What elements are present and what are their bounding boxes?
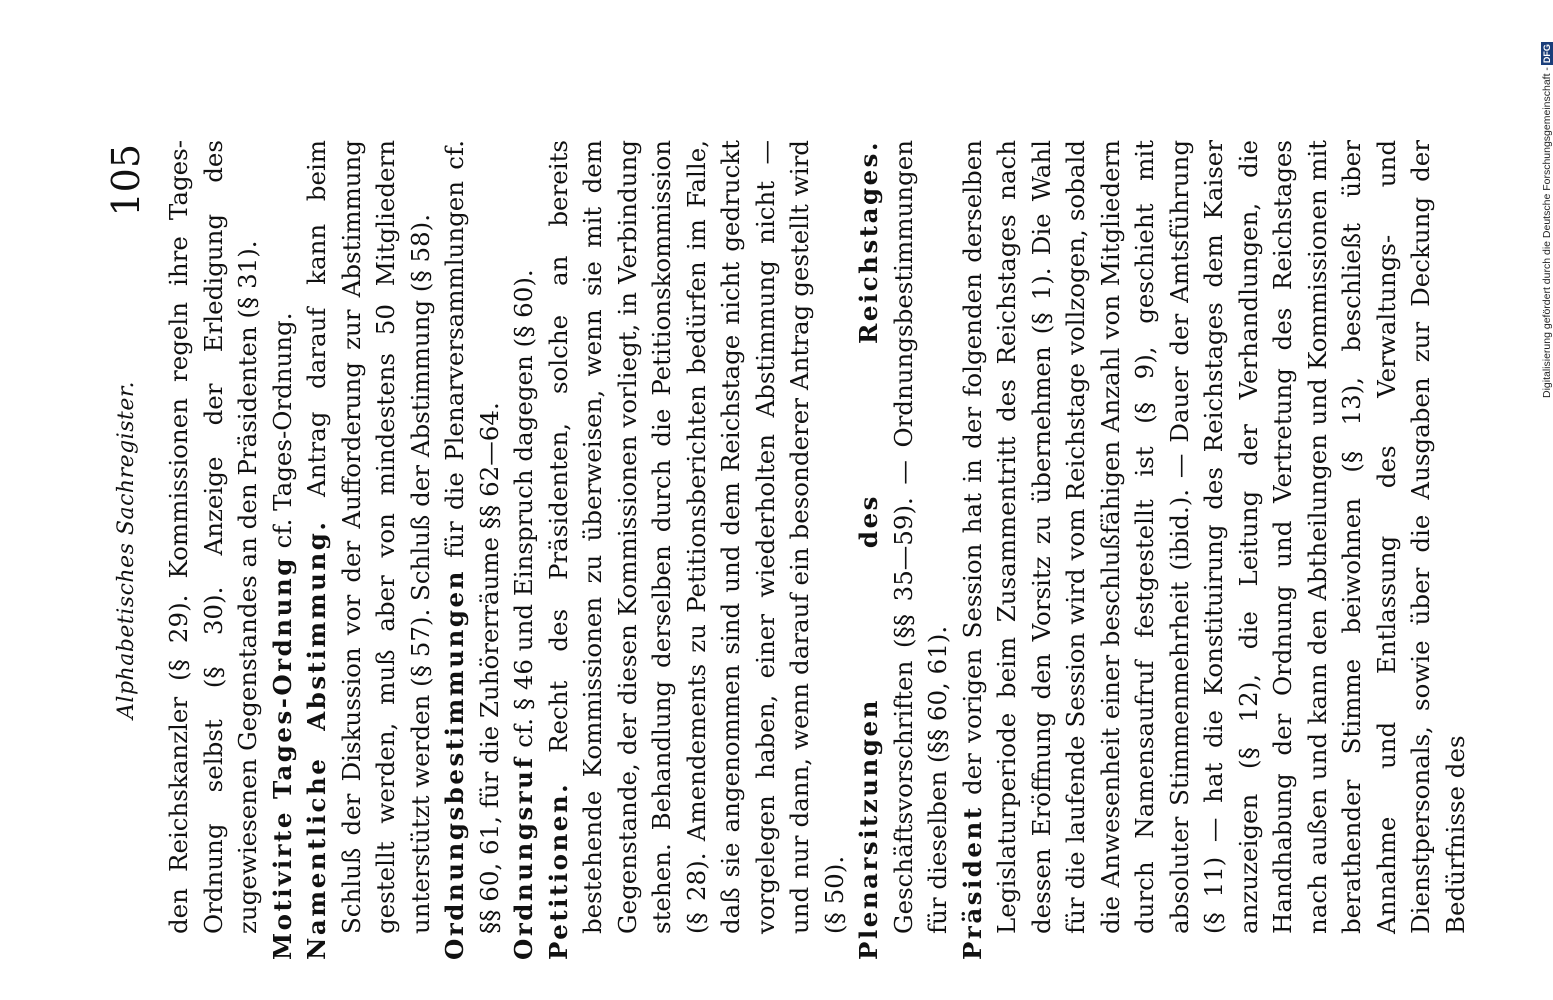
list-item (852, 140, 956, 960)
running-head-title: Alphabetisches Sachregister. (114, 381, 139, 719)
entry-term: Plenarsitzungen des Reichstages. (854, 140, 883, 960)
entry-term: Ordnungsruf (509, 755, 538, 960)
entry-text: der vorigen Session hat in der folgenden derselben Legislaturperiode beim Zusammentritt des Reichstages nach dessen Eröffnung den Vorsitz zu übernehmen (§ 1). Die Wahl für die laufende Session wird vom Reichstage vollzogen, sobald die Anwesenheit einer beschlußfähigen Anzahl von Mitgliedern durch Namensaufruf festgestellt ist (§ 9), geschieht mit absoluter Stimmenmehrheit (ibid.). — Dauer der Amtsführung (§ 11) — hat die Konstituirung des Reichstages dem Kaiser anzuzeigen (§ 12), die Leitung der Verhandlungen, die Handhabung der Ordnung und Vertretung des Reichstages nach außen und kann den Abtheilungen und Kommissionen mit berathender Stimme beiwohnen (§ 13), beschließt über Annahme und Entlassung des Verwaltungs- und Dienstpersonals, sowie über die Ausgaben zur Deckung der Bedürfnisse des (957, 140, 1470, 934)
list-item (266, 140, 301, 960)
page-number: 105 (104, 144, 148, 217)
list-item (300, 140, 438, 960)
list-item (507, 140, 542, 960)
entry-term: Petitionen. (543, 781, 573, 960)
entry-term: Namentliche Abstimmung. (302, 519, 331, 960)
entry-term: Ordnungsbestimmungen (440, 569, 469, 960)
rotated-page-scan (100, 139, 1470, 960)
list-item (956, 140, 1474, 960)
entry-text: den Reichskanzler (§ 29). Kommissionen regeln ihre Tages-Ordnung selbst (§ 30). Anzeige der Erledigung des zugewiesenen Gegenstandes an den Präsidenten (§ 31). (164, 140, 262, 934)
list-item (438, 140, 507, 960)
entry-text: für die Plenarversammlungen cf. §§ 60, 61, für die Zuhörerräume §§ 62—64. (440, 140, 504, 934)
credit-text: Digitalisierung gefördert durch die Deutsche Forschungsgemeinschaft - (1541, 67, 1553, 398)
list-item (542, 140, 853, 960)
entry-text: Antrag darauf kann beim Schluß der Diskussion vor der Aufforderung zur Abstimmung gestellt werden, muß aber von mindestens 50 Mitgliedern unterstützt werden (§ 57). Schluß der Abstimmung (§ 58). (302, 139, 435, 934)
dfg-logo: DFG (1542, 44, 1552, 64)
entry-text: Recht des Präsidenten, solche an bereits bestehende Kommissionen zu überweisen, wenn sie mit dem Gegenstande, der diesen Kommissionen vorliegt, in Verbindung stehen. Behandlung derselben durch die Petitionskommission (§ 28). Amendements zu Petitionsberichten bedürfen im Falle, daß sie angenommen sind und dem Reichstage nicht gedruckt vorgelegen haben, einer wiederholten Abstimmung nicht — und nur dann, wenn darauf ein besonderer Antrag gestellt wird (§ 50). (543, 140, 849, 934)
page-header (100, 140, 160, 960)
register-body (162, 140, 1473, 960)
entry-term: Präsident (957, 805, 987, 960)
entry-text: Geschäftsvorschriften (§§ 35—59). — Ordnungsbestimmungen für dieselben (§§ 60, 61). (888, 140, 952, 934)
entry-text: cf. § 46 und Einspruch dagegen (§ 60). (509, 269, 538, 756)
entry-term: Motivirte Tages-Ordnung (267, 556, 297, 960)
list-item (162, 140, 266, 960)
digitization-credit (1519, 8, 1553, 408)
entry-text: cf. Tages-Ordnung. (267, 312, 297, 557)
